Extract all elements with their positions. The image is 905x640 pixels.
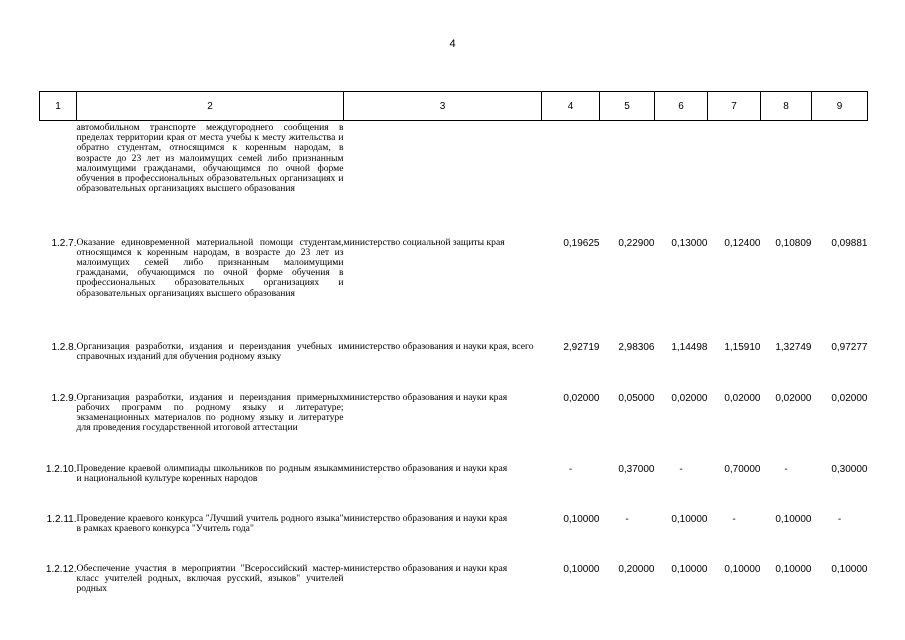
value-cell: 0,10000 [563, 563, 600, 575]
value-cell: 0,02000 [563, 392, 600, 404]
value-cell: - [625, 513, 629, 525]
column-header: 9 [812, 92, 868, 121]
value-cell: - [784, 463, 788, 475]
value-cell: 0,02000 [831, 392, 868, 404]
value-cell: 0,10000 [671, 563, 708, 575]
value-cell: 0,10000 [724, 563, 761, 575]
table-row-continuation [40, 121, 868, 238]
measure-name: автомобильном транспорте междугороднего сообщения в пределах территории края от места учебы к месту жительства и обратно студентам, относящимся к коренным народам, в возрасте до 23 лет из малоимущих семей либо признанным малоимущими гражданами, обучающимся по очной форме обучения в профессиональных образовательных организациях и образовательных организациях высшего образования [76, 122, 344, 195]
value-cell: 0,09881 [831, 237, 868, 249]
value-cell: 0,97277 [831, 341, 868, 353]
measure-executor: министерство образования и науки края [343, 512, 508, 524]
measure-code: 1.2.11. [46, 513, 77, 525]
table-row [40, 514, 868, 564]
measure-executor: министерство социальной защиты края [343, 236, 505, 248]
value-cell: 1,15910 [724, 341, 761, 353]
measure-name: Организация разработки, издания и переиздания примерных рабочих программ по родному языку и литературе; экзаменационных материалов по родному языку и литературе для проведения государственной итоговой аттестации [76, 391, 344, 434]
table-row [40, 342, 868, 393]
measure-executor: министерство образования и науки края [343, 462, 508, 474]
value-cell: 1,14498 [671, 341, 708, 353]
table-row [40, 464, 868, 514]
table-row [40, 238, 868, 342]
value-cell: 0,30000 [831, 463, 868, 475]
measure-code: 1.2.9. [51, 392, 77, 404]
value-cell: 2,98306 [618, 341, 655, 353]
column-header: 8 [761, 92, 812, 121]
measure-executor: министерство образования и науки края [343, 562, 508, 574]
value-cell: 0,10809 [775, 237, 812, 249]
value-cell: 0,22900 [618, 237, 655, 249]
measure-code: 1.2.7. [51, 237, 77, 249]
table-row [40, 564, 868, 604]
value-cell: 0,02000 [775, 392, 812, 404]
measure-name: Проведение краевой олимпиады школьников по родным языкам и национальной культуре коренных народов [76, 462, 344, 484]
program-table [39, 91, 868, 604]
measure-code: 1.2.10. [45, 463, 77, 475]
value-cell: 0,37000 [618, 463, 655, 475]
measure-name: Оказание единовременной материальной помощи студентам, относящимся к коренным народам, в возрасте до 23 лет из малоимущих семей либо признанным малоимущими гражданами, обучающимся по очной форме обучения в профессиональных образовательных организациях и образовательных организациях высшего образования [76, 236, 344, 299]
value-cell: - [837, 513, 842, 525]
measure-name: Проведение краевого конкурса "Лучший учитель родного языка" в рамках краевого конкурса "Учитель года" [76, 512, 344, 534]
value-cell: 0,10000 [563, 513, 600, 525]
column-header: 3 [344, 92, 542, 121]
table-row [40, 393, 868, 464]
measure-code: 1.2.8. [51, 341, 77, 353]
value-cell: - [679, 463, 683, 475]
column-header: 7 [708, 92, 761, 121]
value-cell: 0,12400 [724, 237, 761, 249]
value-cell: 0,10000 [671, 513, 708, 525]
value-cell: 0,02000 [724, 392, 761, 404]
value-cell: 1,32749 [775, 341, 812, 353]
column-header-row [40, 92, 868, 121]
value-cell: 0,10000 [775, 563, 812, 575]
value-cell: - [568, 463, 573, 475]
value-cell: - [732, 513, 736, 525]
value-cell: 0,20000 [618, 563, 655, 575]
value-cell: 0,13000 [671, 237, 708, 249]
column-header: 1 [40, 92, 77, 121]
value-cell: 0,70000 [724, 463, 761, 475]
page-number: 4 [449, 38, 456, 50]
column-header: 4 [542, 92, 600, 121]
column-header: 5 [600, 92, 655, 121]
measure-code: 1.2.12. [45, 563, 77, 575]
value-cell: 0,05000 [618, 392, 655, 404]
value-cell: 0,19625 [563, 237, 600, 249]
value-cell: 2,92719 [563, 341, 600, 353]
column-header: 6 [655, 92, 708, 121]
measure-executor: министерство образования и науки края, всего [343, 340, 534, 352]
measure-executor: министерство образования и науки края [343, 391, 508, 403]
column-header: 2 [77, 92, 344, 121]
value-cell: 0,10000 [775, 513, 812, 525]
measure-name: Организация разработки, издания и переиздания учебных и справочных изданий для обучения родному языку [76, 340, 344, 362]
measure-name: Обеспечение участия в мероприятии "Всероссийский мастер-класс учителей родных, включая русский, языков" учителей родных [76, 562, 344, 594]
value-cell: 0,02000 [671, 392, 708, 404]
value-cell: 0,10000 [831, 563, 868, 575]
